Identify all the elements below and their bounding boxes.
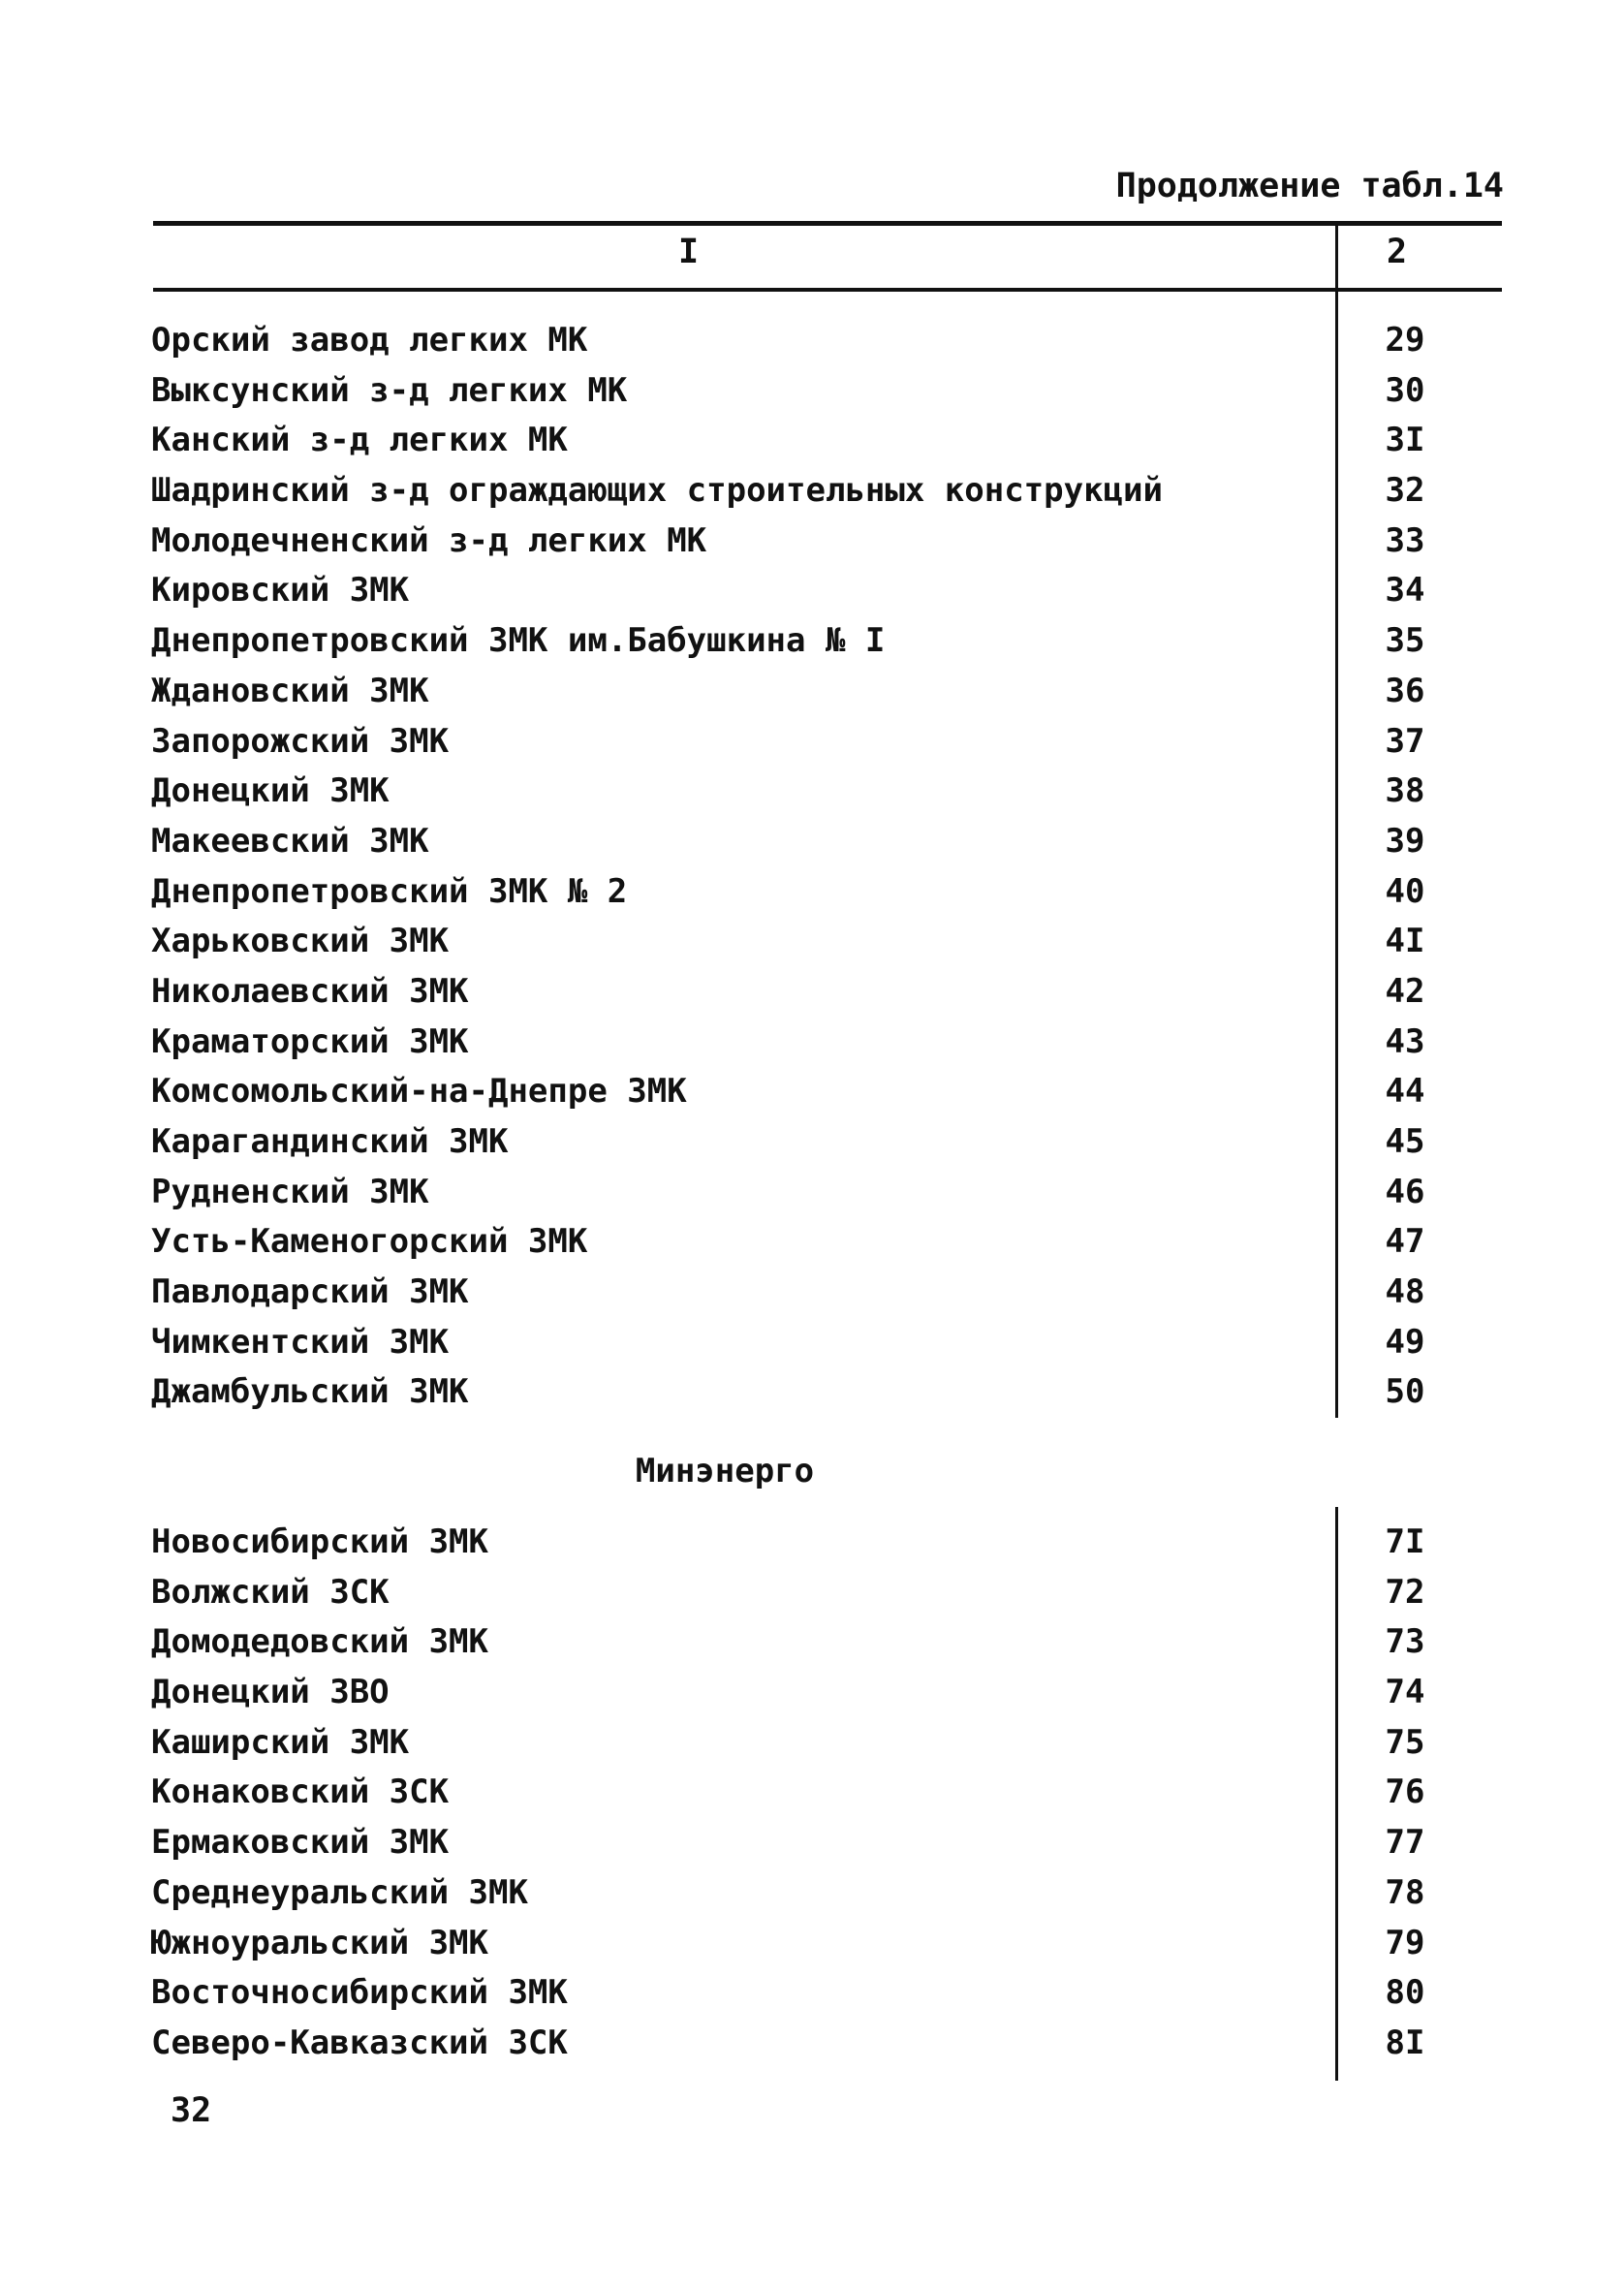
- row-plant-name: Среднеуральский ЗМК: [151, 1872, 528, 1912]
- table-row: [0, 316, 1624, 366]
- row-number: 75: [1385, 1722, 1425, 1762]
- row-plant-name: Николаевский ЗМК: [151, 971, 469, 1011]
- row-number: 42: [1385, 971, 1425, 1011]
- row-number: 40: [1385, 871, 1425, 911]
- row-number: 50: [1385, 1372, 1425, 1412]
- table-row: [0, 1518, 1624, 1568]
- table-row: [0, 517, 1624, 567]
- table-row: [0, 1268, 1624, 1318]
- table-row: [0, 416, 1624, 466]
- row-plant-name: Домодедовский ЗМК: [151, 1622, 488, 1662]
- table-row: [0, 366, 1624, 417]
- table-body: [0, 316, 1624, 1418]
- table-top-rule: [153, 221, 1502, 226]
- row-plant-name: Днепропетровский ЗМК № 2: [151, 871, 628, 911]
- table-row: [0, 616, 1624, 667]
- row-number: 74: [1385, 1673, 1425, 1712]
- row-plant-name: Комсомольский-на-Днепре ЗМК: [151, 1072, 687, 1112]
- table-row: [0, 917, 1624, 967]
- row-number: 45: [1385, 1122, 1425, 1161]
- table-row: [0, 1217, 1624, 1268]
- row-number: 48: [1385, 1272, 1425, 1312]
- row-number: 3I: [1385, 421, 1425, 460]
- table-row: [0, 1968, 1624, 2019]
- row-number: 80: [1385, 1973, 1425, 2013]
- row-plant-name: Орский завод легких МК: [151, 321, 588, 360]
- row-plant-name: Харьковский ЗМК: [151, 922, 450, 961]
- row-number: 7I: [1385, 1522, 1425, 1561]
- table-row: [0, 1617, 1624, 1668]
- row-plant-name: Краматорский ЗМК: [151, 1021, 469, 1061]
- row-number: 30: [1385, 370, 1425, 410]
- row-number: 8I: [1385, 2023, 1425, 2062]
- table-row: [0, 1718, 1624, 1769]
- row-plant-name: Днепропетровский ЗМК им.Бабушкина № I: [151, 621, 886, 661]
- table-row: [0, 466, 1624, 517]
- table-row: [0, 1067, 1624, 1117]
- row-number: 43: [1385, 1021, 1425, 1061]
- row-plant-name: Макеевский ЗМК: [151, 821, 429, 861]
- table-row: [0, 1568, 1624, 1618]
- row-plant-name: Каширский ЗМК: [151, 1722, 410, 1762]
- row-plant-name: Джамбульский ЗМК: [151, 1372, 469, 1412]
- table-row: [0, 1919, 1624, 1969]
- row-number: 44: [1385, 1072, 1425, 1112]
- row-plant-name: Выксунский з-д легких МК: [151, 370, 628, 410]
- section-title: Минэнерго: [635, 1452, 815, 1490]
- row-number: 47: [1385, 1222, 1425, 1262]
- table-row: [0, 1018, 1624, 1068]
- row-number: 4I: [1385, 922, 1425, 961]
- table-row: [0, 967, 1624, 1018]
- row-plant-name: Волжский ЗСК: [151, 1572, 390, 1612]
- row-number: 33: [1385, 520, 1425, 560]
- section-table-body: [0, 1518, 1624, 2069]
- row-number: 38: [1385, 771, 1425, 811]
- row-number: 49: [1385, 1322, 1425, 1362]
- row-number: 79: [1385, 1923, 1425, 1962]
- table-row: [0, 1668, 1624, 1718]
- table-caption: Продолжение табл.14: [1115, 167, 1504, 205]
- row-number: 34: [1385, 571, 1425, 611]
- table-row: [0, 717, 1624, 768]
- row-plant-name: Павлодарский ЗМК: [151, 1272, 469, 1312]
- table-row: [0, 1168, 1624, 1218]
- page-number: 32: [171, 2091, 212, 2130]
- row-plant-name: Канский з-д легких МК: [151, 421, 568, 460]
- row-plant-name: Карагандинский ЗМК: [151, 1122, 509, 1161]
- row-number: 35: [1385, 621, 1425, 661]
- row-plant-name: Кировский ЗМК: [151, 571, 410, 611]
- row-plant-name: Усть-Каменогорский ЗМК: [151, 1222, 588, 1262]
- row-number: 36: [1385, 671, 1425, 710]
- row-number: 78: [1385, 1872, 1425, 1912]
- table-header-col2: 2: [1387, 233, 1408, 271]
- row-number: 72: [1385, 1572, 1425, 1612]
- row-plant-name: Новосибирский ЗМК: [151, 1522, 488, 1561]
- row-plant-name: Северо-Кавказский ЗСК: [151, 2023, 568, 2062]
- row-plant-name: Запорожский ЗМК: [151, 721, 450, 761]
- table-row: [0, 1768, 1624, 1818]
- row-plant-name: Шадринский з-д ограждающих строительных конструкций: [151, 471, 1163, 511]
- row-number: 29: [1385, 321, 1425, 360]
- row-number: 39: [1385, 821, 1425, 861]
- table-row: [0, 767, 1624, 817]
- row-number: 77: [1385, 1823, 1425, 1863]
- table-row: [0, 1868, 1624, 1919]
- table-row: [0, 867, 1624, 918]
- table-row: [0, 1367, 1624, 1418]
- table-row: [0, 1818, 1624, 1868]
- row-number: 37: [1385, 721, 1425, 761]
- row-plant-name: Южноуральский ЗМК: [151, 1923, 488, 1962]
- row-plant-name: Донецкий ЗМК: [151, 771, 390, 811]
- table-row: [0, 2019, 1624, 2069]
- table-row: [0, 817, 1624, 867]
- row-plant-name: Ермаковский ЗМК: [151, 1823, 450, 1863]
- row-plant-name: Конаковский ЗСК: [151, 1772, 450, 1812]
- row-number: 73: [1385, 1622, 1425, 1662]
- row-plant-name: Чимкентский ЗМК: [151, 1322, 450, 1362]
- table-row: [0, 1318, 1624, 1368]
- row-number: 76: [1385, 1772, 1425, 1812]
- row-plant-name: Донецкий ЗВО: [151, 1673, 390, 1712]
- table-row: [0, 667, 1624, 717]
- row-plant-name: Рудненский ЗМК: [151, 1172, 429, 1211]
- table-row: [0, 566, 1624, 616]
- table-header-rule: [153, 288, 1502, 292]
- row-plant-name: Восточносибирский ЗМК: [151, 1973, 568, 2013]
- row-plant-name: Ждановский ЗМК: [151, 671, 429, 710]
- table-row: [0, 1117, 1624, 1168]
- row-number: 32: [1385, 471, 1425, 511]
- row-plant-name: Молодечненский з-д легких МК: [151, 520, 707, 560]
- row-number: 46: [1385, 1172, 1425, 1211]
- table-header-col1: I: [678, 233, 700, 271]
